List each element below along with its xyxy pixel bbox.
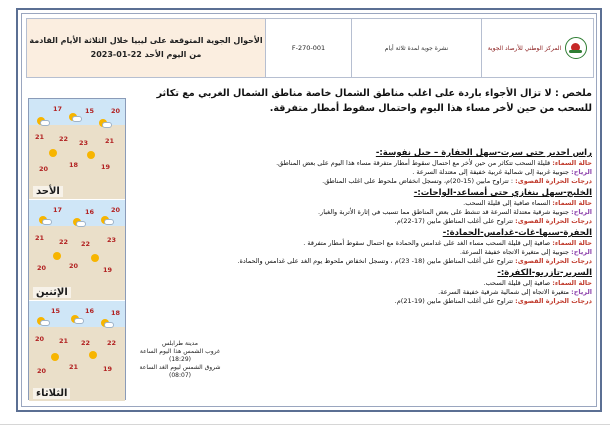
sun-times [130, 340, 230, 380]
temp-label: 21 [105, 137, 115, 145]
temp-label: 18 [69, 161, 79, 169]
temp-label: 20 [111, 206, 121, 214]
temp-label: 19 [101, 163, 111, 171]
sky-text: صافية إلى قليلة السحب. [483, 279, 551, 287]
wind-label: الرياح: [571, 208, 592, 216]
bottom-divider [0, 424, 610, 425]
partly-cloudy-icon [69, 113, 82, 123]
temp-label: 19 [103, 365, 113, 373]
map-day-label: الثلاثاء [33, 388, 70, 399]
temp-label: 20 [37, 264, 47, 272]
title-cell [27, 19, 265, 77]
wind-row [178, 168, 592, 177]
temp-label: 22 [81, 339, 91, 347]
map-day-2 [29, 200, 125, 300]
forecast-maps [28, 98, 126, 400]
temp-label: 15 [51, 307, 61, 315]
sky-row [178, 199, 592, 208]
temp-label: 20 [111, 107, 121, 115]
wind-text: جنوبية شرقية معتدلة السرعة قد تنشط على بعض المناطق مما تسبب في إثارة الأتربة والغبار. [317, 208, 570, 216]
temp-label: 22 [59, 135, 69, 143]
wind-text: جنوبية غربية إلى شمالية غربية خفيفة إلى معتدلة السرعة . [412, 168, 570, 176]
summary: ملخص : لا تزال الأجواء باردة على اغلب مناطق الشمال خاصة مناطق الشمال الغربي مع تكاثر للسحب من حين لأخر مساء هذا اليوم واحتمال سقوط أمطار متفرقة. [156, 88, 592, 114]
wind-row [178, 208, 592, 217]
wind-text: متغيرة الاتجاه إلى شمالية شرقية خفيفة السرعة. [438, 288, 570, 296]
temp-label-title: درجات الحرارة القصوى: [515, 297, 592, 305]
temp-label: 20 [37, 367, 47, 375]
partly-cloudy-icon [101, 319, 114, 329]
temp-label: 22 [59, 238, 69, 246]
temp-label: 22 [107, 339, 117, 347]
met-center-logo-icon [565, 37, 587, 59]
temp-label: 21 [69, 363, 79, 371]
partly-cloudy-icon [101, 216, 114, 226]
bulletin-type: نشرة جوية لمدة ثلاثة أيام [384, 44, 449, 52]
sky-label: حالة السماء: [552, 159, 592, 167]
sky-row [178, 239, 592, 248]
sunny-icon [89, 351, 102, 361]
temp-label: 16 [85, 208, 95, 216]
temp-row [178, 177, 592, 186]
region-title: الخليج-سهل بنغازي حتى أمساعد-الواحات:- [413, 188, 592, 198]
region-southwest [178, 228, 592, 266]
map-day-3 [29, 301, 125, 401]
temp-label: 17 [53, 105, 63, 113]
org-name: المركز الوطني للأرصاد الجوية [487, 44, 562, 52]
partly-cloudy-icon [99, 119, 112, 129]
title-line-1: الأحوال الجوية المتوقعة على ليبيا خلال الثلاثة الأيام القادمة [29, 36, 263, 45]
temp-label-title: درجات الحرارة القصوى: [515, 257, 592, 265]
region-title: السرير-تازربو-الكفرة:- [497, 268, 592, 278]
sky-row [178, 279, 592, 288]
sky-label: حالة السماء: [552, 199, 592, 207]
map-day-label: الأحد [33, 186, 63, 197]
form-code: F-270-001 [291, 44, 326, 52]
bulletin-page [16, 8, 602, 412]
wind-row [178, 288, 592, 297]
temp-label: 15 [85, 107, 95, 115]
sunny-icon [51, 353, 64, 363]
region-northwest [178, 148, 592, 186]
title-line-2: من اليوم الأحد 22-01-2023 [90, 50, 202, 59]
wind-label: الرياح: [571, 168, 592, 176]
temp-label: 21 [35, 133, 45, 141]
temp-label: 21 [59, 337, 69, 345]
form-code-cell [265, 19, 351, 77]
temp-row [178, 257, 592, 266]
sky-text: قليلة السحب تتكاثر من حين لأخر مع احتمال سقوط أمطار متفرقة مساء هذا اليوم على بعض المناطق. [276, 159, 551, 167]
temp-label: 21 [35, 234, 45, 242]
temp-label: 23 [79, 139, 89, 147]
sunrise-time: شروق الشمس ليوم الغد الساعة (08:07) [139, 364, 221, 379]
temp-text: تتراوح على أغلب المناطق مابين (17-22)م. [394, 217, 514, 225]
bulletin-type-cell [351, 19, 481, 77]
regions [178, 146, 592, 306]
sunset-time: غروب الشمس هذا اليوم الساعة (18:29) [139, 348, 221, 363]
temp-label: 20 [39, 165, 49, 173]
sky-text: صافية إلى قليلة السحب مساء الغد على غدامس والحمادة مع احتمال سقوط أمطار متفرقة . [303, 239, 551, 247]
wind-label: الرياح: [571, 248, 592, 256]
temp-text: تتراوح على أغلب المناطق مابين (18- 23)م ، وتسجل انخفاض ملحوظ يوم الغد على غدامس والحمادة. [237, 257, 514, 265]
wind-text: جنوبية إلى متغيرة الاتجاه خفيفة السرعة. [459, 248, 570, 256]
sunny-icon [49, 149, 62, 159]
sunny-icon [53, 252, 66, 262]
sunny-icon [91, 254, 104, 264]
temp-row [178, 297, 592, 306]
temp-text: : تتراوح مابين (15-20)م، وتسجل انخفاض ملحوظ على اغلب المناطق. [322, 177, 514, 185]
partly-cloudy-icon [37, 117, 50, 127]
sunny-icon [87, 151, 100, 161]
temp-label: 20 [35, 335, 45, 343]
partly-cloudy-icon [39, 216, 52, 226]
region-title: الجفرة-سبها-غات-غدامس-الحمادة:- [442, 228, 592, 238]
sun-city: مدينة طرابلس [161, 340, 199, 347]
temp-label: 16 [85, 307, 95, 315]
wind-label: الرياح: [571, 288, 592, 296]
temp-label-title: درجات الحرارة القصوى: [515, 217, 592, 225]
temp-label-title: درجات الحرارة القصوى: [515, 177, 592, 185]
header [26, 18, 594, 78]
sky-text: السماء صافية إلى قليلة السحب. [463, 199, 551, 207]
temp-label: 18 [111, 309, 121, 317]
temp-label: 23 [107, 236, 117, 244]
sky-label: حالة السماء: [552, 239, 592, 247]
region-northeast [178, 188, 592, 226]
region-title: راس اجدير حتى سرت-سهل الجفارة – جبل نفوسة:- [375, 148, 592, 158]
temp-label: 19 [103, 266, 113, 274]
map-day-label: الإثنين [33, 287, 71, 298]
map-day-1 [29, 99, 125, 199]
org-cell [481, 19, 593, 77]
sky-label: حالة السماء: [552, 279, 592, 287]
temp-row [178, 217, 592, 226]
temp-label: 22 [81, 240, 91, 248]
sky-row [178, 159, 592, 168]
partly-cloudy-icon [37, 317, 50, 327]
region-southeast [178, 268, 592, 306]
temp-label: 17 [53, 206, 63, 214]
partly-cloudy-icon [73, 218, 86, 228]
temp-text: تتراوح على أغلب المناطق مابين (19-21)م. [394, 297, 514, 305]
wind-row [178, 248, 592, 257]
temp-label: 20 [69, 262, 79, 270]
partly-cloudy-icon [71, 315, 84, 325]
